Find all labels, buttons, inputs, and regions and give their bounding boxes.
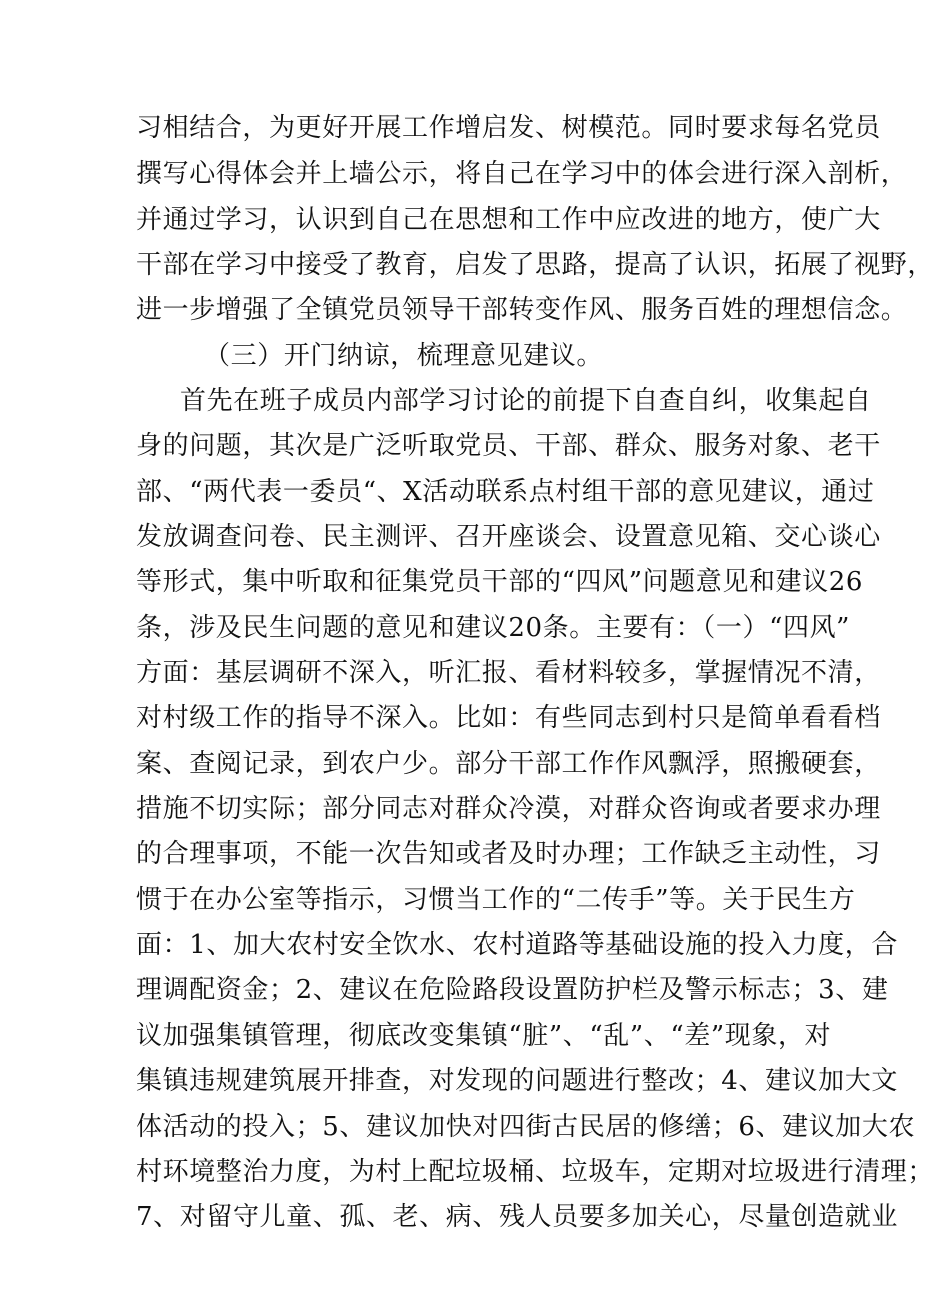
- text-line: 集镇违规建筑展开排查，对发现的问题进行整改；4、建议加大文: [136, 1066, 898, 1096]
- text-line: 干部在学习中接受了教育，启发了思路，提高了认识，拓展了视野，: [136, 250, 934, 280]
- text-line: 村环境整治力度，为村上配垃圾桶、垃圾车，定期对垃圾进行清理；: [136, 1157, 934, 1187]
- text-line: 惯于在办公室等指示，习惯当工作的“二传手”等。关于民生方: [136, 885, 856, 915]
- text-line: 等形式，集中听取和征集党员干部的“四风”问题意见和建议26: [136, 567, 864, 597]
- text-line: 撰写心得体会并上墙公示，将自己在学习中的体会进行深入剖析，: [136, 159, 908, 189]
- text-line: 理调配资金；2、建议在危险路段设置防护栏及警示标志；3、建: [136, 975, 889, 1005]
- text-line: 部、“两代表一委员“、X活动联系点村组干部的意见建议，通过: [136, 477, 875, 507]
- text-line: 发放调查问卷、民主测评、召开座谈会、设置意见箱、交心谈心: [136, 522, 881, 552]
- text-line: 议加强集镇管理，彻底改变集镇“脏”、“乱”、“差”现象，对: [136, 1021, 832, 1051]
- text-line: 对村级工作的指导不深入。比如：有些同志到村只是简单看看档: [136, 703, 881, 733]
- section-heading: （三）开门纳谅，梳理意见建议。: [204, 341, 604, 371]
- text-line: 体活动的投入；5、建议加快对四街古民居的修缮；6、建议加大农: [136, 1112, 916, 1142]
- text-line: 面：1、加大农村安全饮水、农村道路等基础设施的投入力度，合: [136, 930, 898, 960]
- text-line: 身的问题，其次是广泛听取党员、干部、群众、服务对象、老干: [136, 431, 881, 461]
- text-line: 措施不切实际；部分同志对群众冷漠，对群众咨询或者要求办理: [136, 794, 881, 824]
- text-line: 首先在班子成员内部学习讨论的前提下自查自纠，收集起自: [180, 386, 872, 416]
- text-line: 的合理事项，不能一次告知或者及时办理；工作缺乏主动性，习: [136, 839, 881, 869]
- text-line: 7、对留守儿童、孤、老、病、残人员要多加关心，尽量创造就业: [136, 1202, 898, 1232]
- text-line: 习相结合，为更好开展工作增启发、树模范。同时要求每名党员: [136, 113, 881, 143]
- text-line: 条，涉及民生问题的意见和建议20条。主要有：（一）“四风”: [136, 613, 851, 643]
- text-line: 并通过学习，认识到自己在思想和工作中应改进的地方，使广大: [136, 205, 881, 235]
- text-line: 方面：基层调研不深入，听汇报、看材料较多，掌握情况不清，: [136, 658, 881, 688]
- text-line: 进一步增强了全镇党员领导干部转变作风、服务百姓的理想信念。: [136, 295, 908, 325]
- text-line: 案、查阅记录，到农户少。部分干部工作作风飘浮，照搬硬套，: [136, 749, 881, 779]
